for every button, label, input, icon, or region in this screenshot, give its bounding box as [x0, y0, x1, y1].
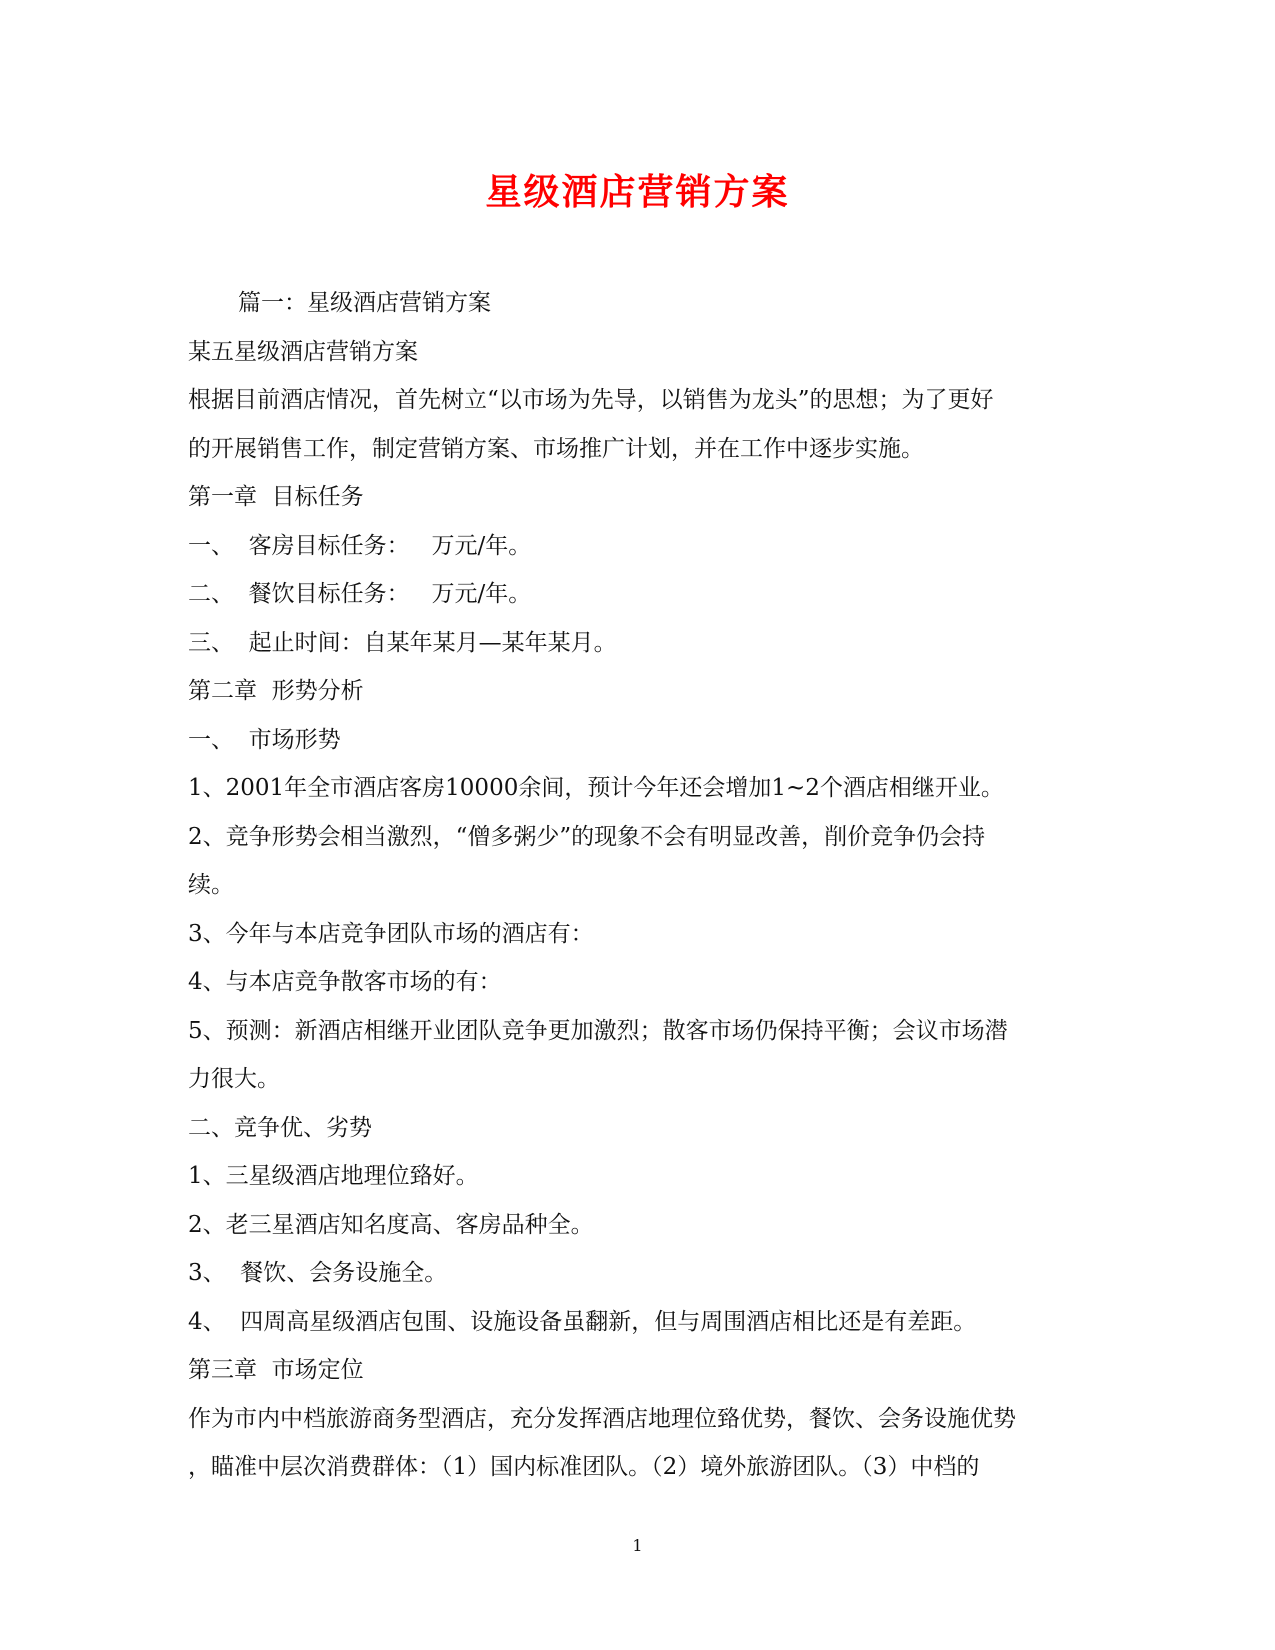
paragraph-line: 5、预测：新酒店相继开业团队竞争更加激烈；散客市场仍保持平衡；会议市场潜 [188, 1017, 1008, 1044]
paragraph-line: 一、 客房目标任务： 万元/年。 [188, 532, 532, 559]
paragraph-line: 作为市内中档旅游商务型酒店，充分发挥酒店地理位臵优势，餐饮、会务设施优势 [188, 1405, 1016, 1432]
paragraph-line: ，瞄准中层次消费群体：（1）国内标准团队。（2）境外旅游团队。（3）中档的 [188, 1454, 980, 1480]
paragraph-line: 力很大。 [188, 1066, 280, 1092]
paragraph-line: 3、今年与本店竞争团队市场的酒店有： [188, 920, 594, 947]
paragraph-line: 2、竞争形势会相当激烈，“僧多粥少”的现象不会有明显改善，削价竞争仍会持 [188, 823, 986, 850]
paragraph-line: 4、 四周高星级酒店包围、设施设备虽翻新，但与周围酒店相比还是有差距。 [188, 1308, 977, 1335]
section-heading: 篇一：星级酒店营销方案 [238, 290, 491, 316]
paragraph-line: 续。 [188, 872, 234, 898]
chapter-heading: 第一章 目标任务 [188, 484, 364, 510]
paragraph-line: 二、 餐饮目标任务： 万元/年。 [188, 581, 532, 607]
paragraph-line: 2、老三星酒店知名度高、客房品种全。 [188, 1211, 594, 1238]
document-title: 星级酒店营销方案 [485, 171, 790, 213]
paragraph-line: 二、竞争优、劣势 [188, 1114, 372, 1141]
chapter-heading: 第二章 形势分析 [188, 678, 364, 704]
paragraph-line: 一、 市场形势 [188, 726, 341, 753]
chapter-heading: 第三章 市场定位 [188, 1357, 364, 1383]
paragraph-line: 某五星级酒店营销方案 [188, 338, 418, 365]
paragraph-line: 3、 餐饮、会务设施全。 [188, 1260, 448, 1286]
paragraph-line: 1、2001年全市酒店客房10000余间，预计今年还会增加1~2个酒店相继开业。 [188, 775, 1004, 801]
paragraph-line: 三、 起止时间：自某年某月—某年某月。 [188, 629, 617, 656]
paragraph-line: 4、与本店竞争散客市场的有： [188, 969, 502, 995]
document-body [188, 279, 1088, 1492]
page-number: 1 [632, 1536, 643, 1555]
paragraph-line: 1、三星级酒店地理位臵好。 [188, 1163, 479, 1189]
paragraph-line: 的开展销售工作，制定营销方案、市场推广计划，并在工作中逐步实施。 [188, 435, 924, 462]
paragraph-line: 根据目前酒店情况，首先树立“以市场为先导，以销售为龙头”的思想；为了更好 [188, 387, 994, 413]
